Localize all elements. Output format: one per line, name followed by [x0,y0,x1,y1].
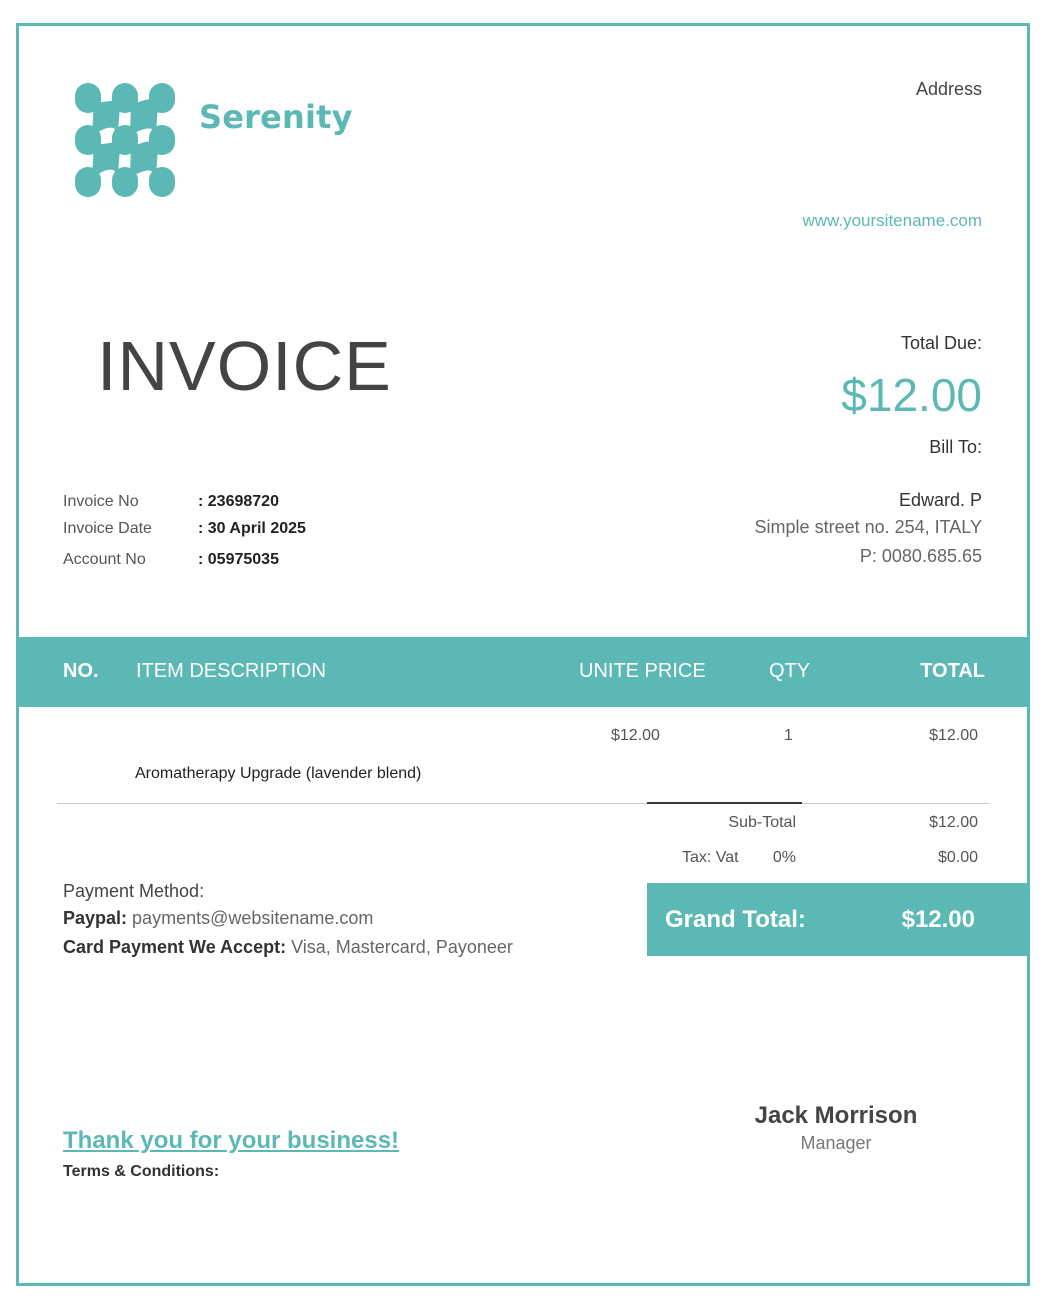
terms-heading: Terms & Conditions: [63,1163,220,1180]
table-header [19,637,1027,707]
col-description: ITEM DESCRIPTION [136,660,327,682]
tax-label: Tax: Vat [682,849,739,866]
signer-name: Jack Morrison [754,1102,918,1129]
card-value: Visa, Mastercard, Payoneer [291,937,513,957]
tax-rate: 0% [772,849,796,866]
total-due-label: Total Due: [900,333,982,353]
invoice-no-row [63,493,279,511]
invoice-date-row [63,520,306,538]
tax-value: $0.00 [937,849,978,866]
subtotal-label: Sub-Total [728,814,796,831]
row-total: $12.00 [929,727,978,744]
row-qty: 1 [784,727,793,744]
payment-method-label: Payment Method: [63,881,205,901]
subtotal-divider [647,802,802,804]
col-total: TOTAL [920,660,985,682]
total-due-amount: $12.00 [841,369,982,421]
paypal-row [63,908,373,929]
invoice-no-value: : 23698720 [198,493,279,510]
row-description: Aromatherapy Upgrade (lavender blend) [135,765,422,782]
account-no-label: Account No [63,551,146,568]
card-label: Card Payment We Accept: [63,937,287,957]
invoice-no-label: Invoice No [63,493,139,510]
subtotal-value: $12.00 [929,814,978,831]
paypal-value: payments@websitename.com [132,908,374,928]
grand-total-value: $12.00 [901,906,975,933]
row-unit-price: $12.00 [611,727,660,744]
bill-to-name: Edward. P [898,490,982,510]
molecule-dots-icon [74,82,176,198]
col-no: NO. [63,660,99,682]
card-row [63,937,513,958]
bill-to-street: Simple street no. 254, ITALY [754,517,982,537]
paypal-label: Paypal: [63,908,128,928]
address-label: Address [915,79,982,99]
col-unit-price: UNITE PRICE [579,660,706,682]
grand-total-box [647,883,1027,956]
col-qty: QTY [769,660,811,682]
invoice-date-value: : 30 April 2025 [198,520,306,537]
signer-role: Manager [800,1133,872,1153]
invoice-title: INVOICE [97,327,392,405]
account-no-row [63,551,279,569]
bill-to-label: Bill To: [929,437,982,457]
bill-to-phone: P: 0080.685.65 [859,546,982,566]
account-no-value: : 05975035 [198,551,279,568]
grand-total-label: Grand Total: [665,906,806,933]
brand-name: Serenity [199,98,353,136]
invoice-date-label: Invoice Date [63,520,152,537]
website-link[interactable]: www.yoursitename.com [802,211,982,230]
thank-you-message: Thank you for your business! [63,1127,400,1154]
table-divider [57,803,989,804]
